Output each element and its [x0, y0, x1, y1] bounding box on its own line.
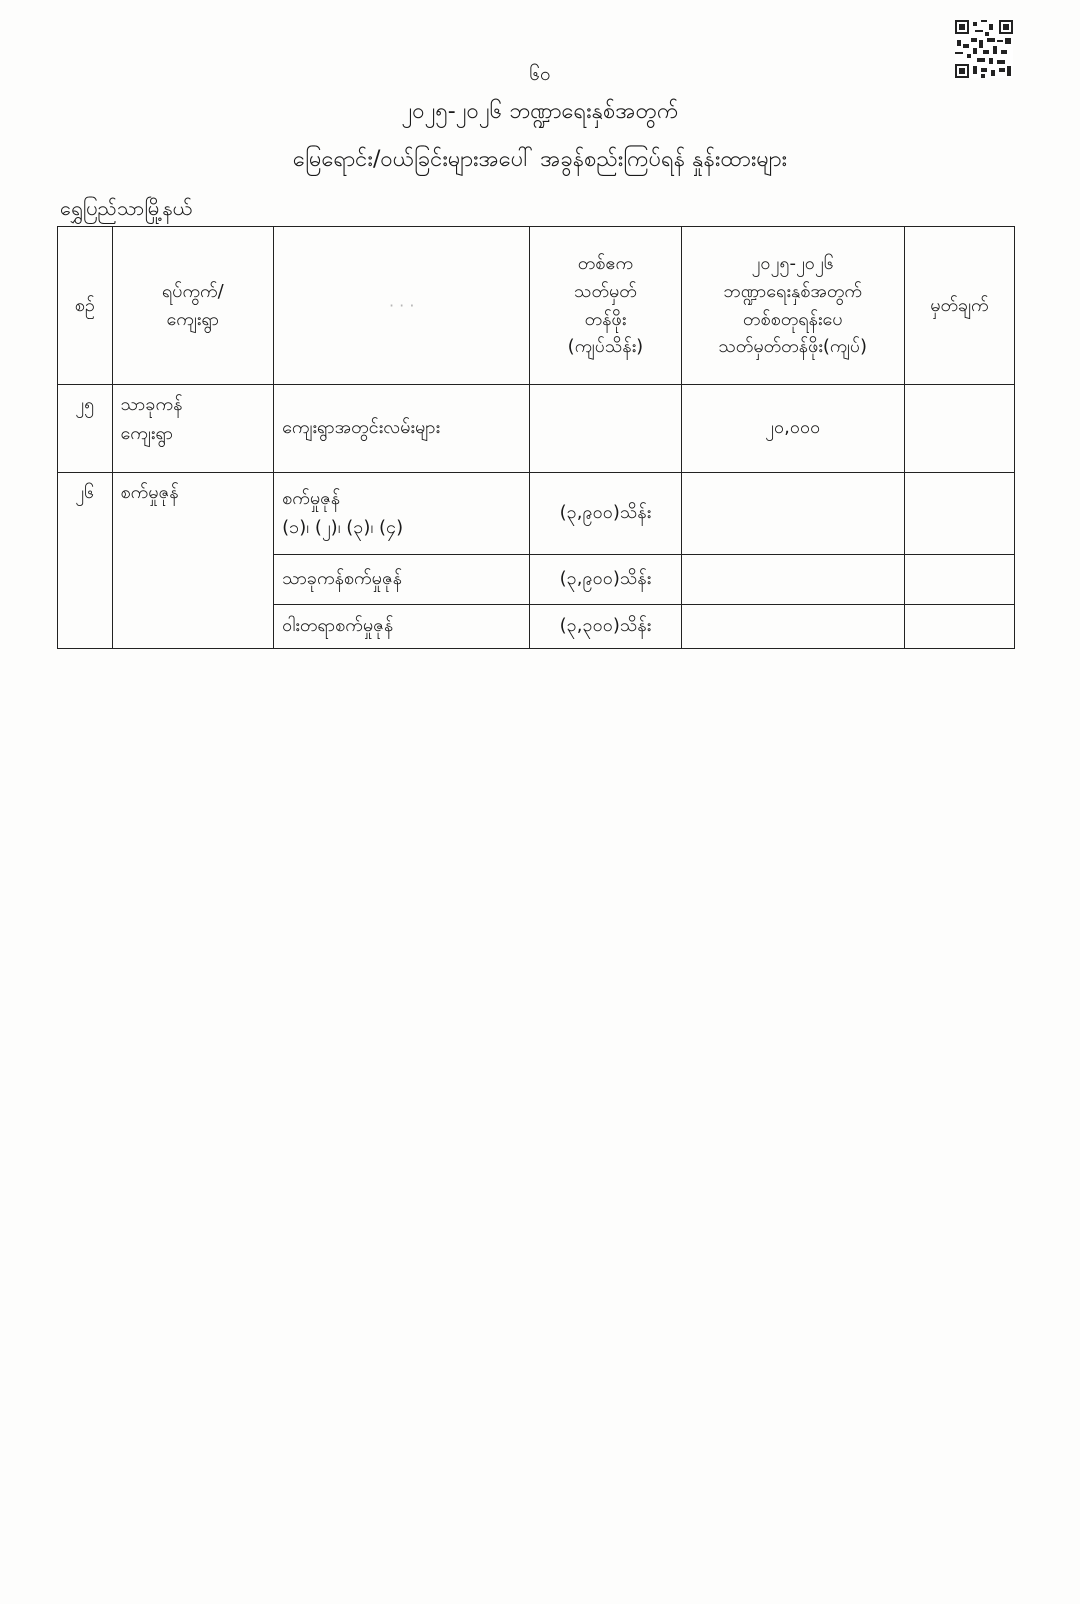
row-remarks [904, 555, 1014, 605]
row-serial: ၂၆ [58, 473, 113, 649]
page-number: ၆၀ [529, 63, 551, 85]
header-rate-per-acre: တစ်ဧက သတ်မှတ် တန်ဖိုး (ကျပ်သိန်း) [530, 227, 681, 385]
row-remarks [904, 385, 1014, 473]
row-tax-rate [681, 605, 904, 649]
table-header-row [58, 227, 1015, 385]
qr-code-icon [955, 20, 1013, 78]
document-title: ၂၀၂၅-၂၀၂၆ ဘဏ္ဍာရေးနှစ်အတွက် [401, 99, 679, 124]
row-location: ဝါးတရာစက်မှုဇုန် [274, 605, 530, 649]
table-row [58, 385, 1015, 473]
row-rate-per-acre [530, 385, 681, 473]
row-rate-per-acre: (၃,၉၀၀)သိန်း [530, 555, 681, 605]
header-location [274, 227, 530, 385]
township-name: ရွှေပြည်သာမြို့နယ် [60, 196, 193, 220]
row-ward-village: စက်မှုဇုန် [112, 473, 274, 649]
row-location: စက်မှုဇုန် (၁)၊ (၂)၊ (၃)၊ (၄) [274, 473, 530, 555]
table-row [58, 473, 1015, 555]
row-ward-village: သာခုကန် ကျေးရွာ [112, 385, 274, 473]
row-location: ကျေးရွာအတွင်းလမ်းများ [274, 385, 530, 473]
header-tax-rate: ၂၀၂၅-၂၀၂၆ ဘဏ္ဍာရေးနှစ်အတွက် တစ်စတုရန်းပေ သတ်မှတ်တန်ဖိုး(ကျပ်) [681, 227, 904, 385]
faded-stamp-mark: · · · [388, 295, 415, 315]
row-tax-rate [681, 473, 904, 555]
header-remarks: မှတ်ချက် [904, 227, 1014, 385]
row-tax-rate [681, 555, 904, 605]
header-ward-village: ရပ်ကွက်/ ကျေးရွာ [112, 227, 274, 385]
row-rate-per-acre: (၃,၃၀၀)သိန်း [530, 605, 681, 649]
header-serial: စဉ် [58, 227, 113, 385]
row-rate-per-acre: (၃,၉၀၀)သိန်း [530, 473, 681, 555]
row-remarks [904, 473, 1014, 555]
row-serial: ၂၅ [58, 385, 113, 473]
row-tax-rate: ၂၀,၀၀၀ [681, 385, 904, 473]
row-location: သာခုကန်စက်မှုဇုန် [274, 555, 530, 605]
tax-rate-table [57, 226, 1015, 649]
document-subtitle: မြေရောင်း/ဝယ်ခြင်းများအပေါ် အခွန်စည်းကြပ်ရန် နှုန်းထားများ [292, 147, 788, 172]
row-remarks [904, 605, 1014, 649]
